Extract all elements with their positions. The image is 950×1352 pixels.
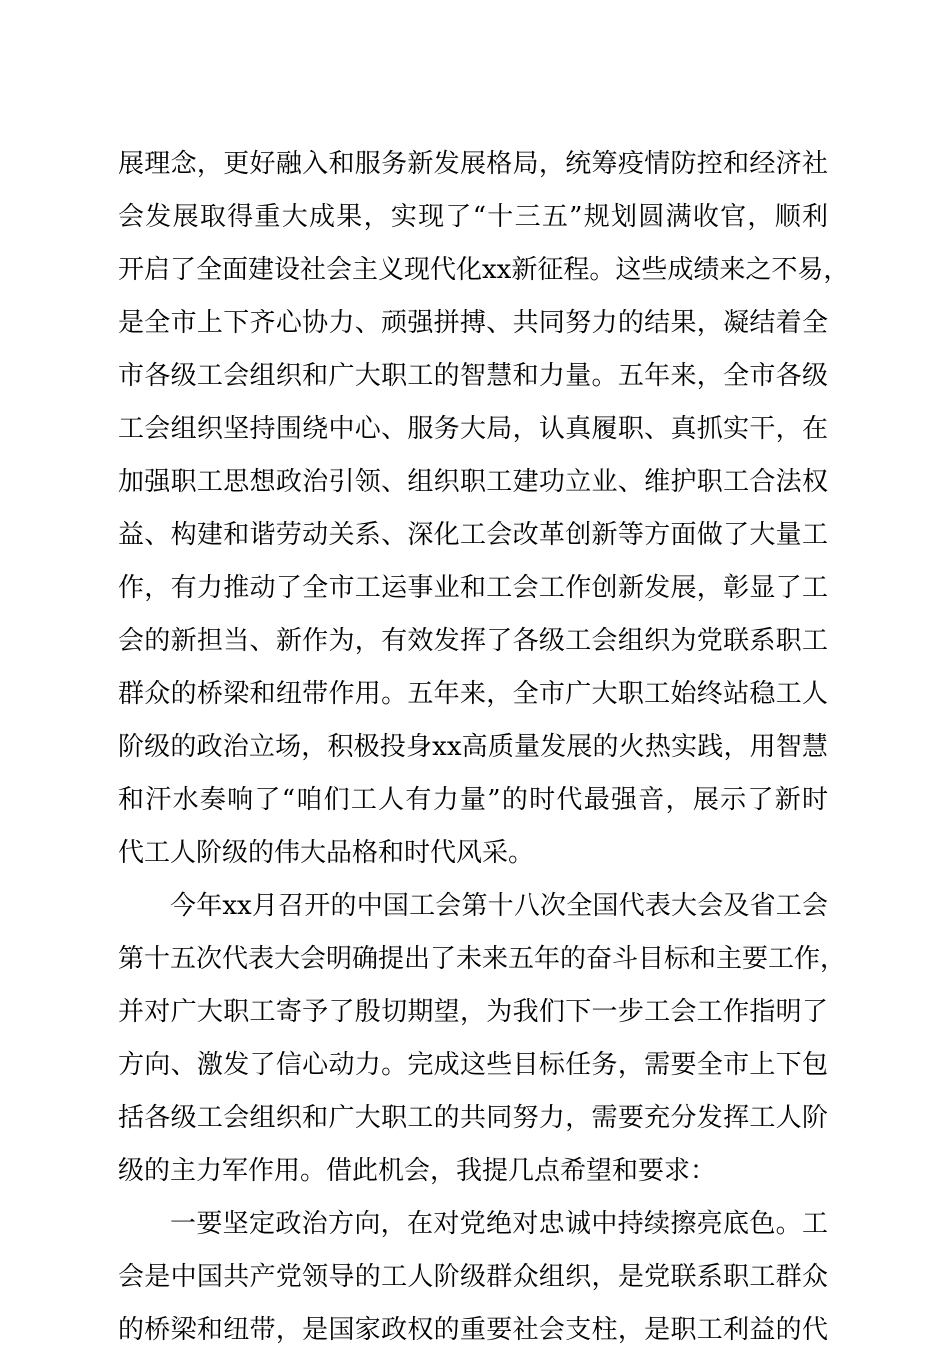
paragraph-2-line-1: 今年xx月召开的中国工会第十八次全国代表大会及省工会 — [170, 891, 828, 921]
paragraph-2-line-4: 方向、激发了信心动力。完成这些目标任务，需要全市上下包 — [118, 1050, 828, 1080]
paragraph-2-line-3: 并对广大职工寄予了殷切期望，为我们下一步工会工作指明了 — [118, 997, 828, 1027]
paragraph-2-line-6: 级的主力军作用。借此机会，我提几点希望和要求： — [118, 1156, 717, 1186]
paragraph-1-line-9: 作，有力推动了全市工运事业和工会工作创新发展，彰显了工 — [118, 573, 828, 603]
paragraph-1-line-4: 是全市上下齐心协力、顽强拼搏、共同努力的结果，凝结着全 — [118, 308, 828, 338]
paragraph-1-line-10: 会的新担当、新作为，有效发挥了各级工会组织为党联系职工 — [118, 626, 828, 656]
paragraph-3-line-3: 的桥梁和纽带，是国家政权的重要社会支柱，是职工利益的代 — [118, 1315, 828, 1345]
paragraph-1-line-12: 阶级的政治立场，积极投身xx高质量发展的火热实践，用智慧 — [118, 732, 828, 762]
paragraph-1-line-5: 市各级工会组织和广大职工的智慧和力量。五年来，全市各级 — [118, 361, 828, 391]
paragraph-1-line-11: 群众的桥梁和纽带作用。五年来，全市广大职工始终站稳工人 — [118, 679, 828, 709]
paragraph-2-line-2: 第十五次代表大会明确提出了未来五年的奋斗目标和主要工作， — [118, 944, 847, 974]
paragraph-3-line-2: 会是中国共产党领导的工人阶级群众组织，是党联系职工群众 — [118, 1262, 828, 1292]
paragraph-1-line-14: 代工人阶级的伟大品格和时代风采。 — [118, 838, 535, 868]
paragraph-1-line-6: 工会组织坚持围绕中心、服务大局，认真履职、真抓实干，在 — [118, 414, 828, 444]
paragraph-1-line-3: 开启了全面建设社会主义现代化xx新征程。这些成绩来之不易， — [118, 255, 850, 285]
paragraph-3-line-1: 一要坚定政治方向，在对党绝对忠诚中持续擦亮底色。工 — [170, 1209, 828, 1239]
paragraph-1-line-13: 和汗水奏响了“咱们工人有力量”的时代最强音，展示了新时 — [118, 785, 828, 815]
paragraph-1-line-2: 会发展取得重大成果，实现了“十三五”规划圆满收官，顺利 — [118, 202, 828, 232]
paragraph-1-line-8: 益、构建和谐劳动关系、深化工会改革创新等方面做了大量工 — [118, 520, 828, 550]
paragraph-1-line-1: 展理念，更好融入和服务新发展格局，统筹疫情防控和经济社 — [118, 149, 828, 179]
paragraph-1-line-7: 加强职工思想政治引领、组织职工建功立业、维护职工合法权 — [118, 467, 828, 497]
paragraph-2-line-5: 括各级工会组织和广大职工的共同努力，需要充分发挥工人阶 — [118, 1103, 828, 1133]
